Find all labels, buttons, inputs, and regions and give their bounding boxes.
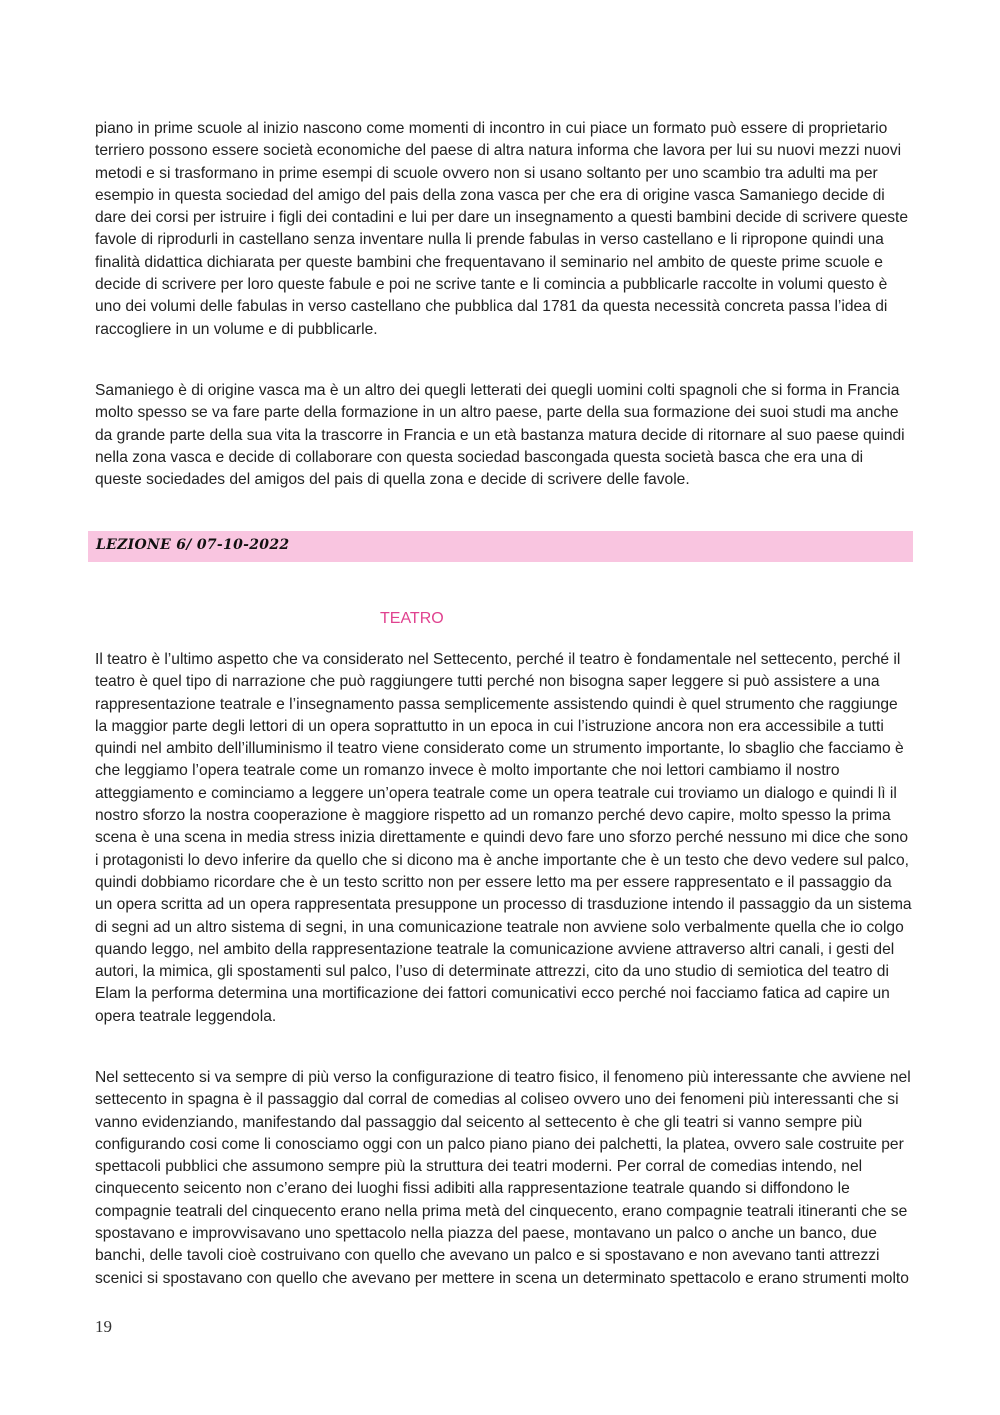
page-number: 19 — [95, 1317, 112, 1336]
paragraph-teatro-evolution: Nel settecento si va sempre di più verso la configurazione di teatro fisico, il fenomeno più interessante che avviene nel settecento in spagna è il passaggio dal corral de comedias al coliseo ovvero uno dei fenomeni più interessanti che si vanno evidenziando, manifestando dal passaggio dal seicento al settecento è che gli teatri si vanno sempre più configurando cosi come li conosciamo oggi con un palco piano piano dei palchetti, la platea, ovvero sale costruite per spettacoli pubblici che assumono sempre più la struttura dei teatri moderni. Per corral de comedias intendo, nel cinquecento seicento non c’erano dei luoghi fissi adibiti alla rappresentazione teatrale quando si diffondono le compagnie teatrali del cinquecento erano nella prima metà del cinquecento, erano compagnie teatrali itineranti che se spostavano e improvvisavano uno spettacolo nella piazza del paese, montavano un palco o anche un banco, due banchi, delle tavoli cioè costruivano con quello che avevano un palco e si spostavano e non avevano tanti attrezzi scenici si spostavano con quello che avevano per mettere in scena un determinato spettacolo e erano strumenti molto — [95, 1069, 911, 1287]
paragraph-samaniego-origin: Samaniego è di origine vasca ma è un altro dei quegli letterati dei quegli uomini colti spagnoli che si forma in Francia molto spesso se va fare parte della formazione in un altro paese, parte della sua formazione dei suoi studi ma anche da grande parte della sua vita la trascorre in Francia e un età bastanza matura decide di ritornare al suo paese quindi nella zona vasca e decide di collaborare con questa sociedad bascongada questa società basca che era una di queste sociedades del amigos del pais di quella zona e decide di scrivere delle favole. — [95, 382, 905, 489]
paragraph-samaniego-schools: piano in prime scuole al inizio nascono come momenti di incontro in cui piace un formato può essere di proprietario terriero possono essere società economiche del paese di altra natura informa che lavora per lui su nuovi mezzi nuovi metodi e si trasformano in prime esempi di scuole ovvero non si usano soltanto per uno scambio tra adulti ma per esempio in questa sociedad del amigo del pais della zona vasca per che era di origine vasca Samaniego decide di dare dei corsi per istruire i figli dei contadini e lui per dare un insegnamento a questi bambini decide di scrivere queste favole di riprodurli in castellano senza inventare nulla li prende fabulas in verso castellano e li ripropone quindi una finalità didattica dichiarata per queste bambini che frequentavano il seminario nel ambito de queste prime scuole e decide di scrivere per loro queste fabule e poi ne scrive tante e li comincia a pubblicarle raccolte in volumi questo è uno dei volumi delle fabulas in verso castellano che pubblica dal 1781 da questa necessità concreta passa l’idea di raccogliere in un volume e di pubblicarle. — [95, 120, 909, 338]
lesson-header-label: LEZIONE 6/ 07-10-2022 — [96, 537, 290, 553]
lesson-header-bar — [88, 531, 913, 562]
section-title: TEATRO — [380, 610, 444, 627]
paragraph-teatro-intro: Il teatro è l’ultimo aspetto che va considerato nel Settecento, perché il teatro è fondamentale nel settecento, perché il teatro è quel tipo di narrazione che può raggiungere tutti perché non bisogna saper leggere si può assistere a una rappresentazione teatrale e l’insegnamento passa semplicemente assistendo quindi è quel strumento che raggiunge la maggior parte degli lettori di un opera soprattutto in un epoca in cui l’istruzione ancora non era accessibile a tutti quindi nel ambito dell’illuminismo il teatro viene considerato come un strumento importante, lo sbaglio che facciamo è che leggiamo l’opera teatrale come un romanzo invece è molto importante che noi lettori cambiamo il nostro atteggiamento e cominciamo a leggere un’opera teatrale come un opera teatrale cui troviamo un dialogo e quindi lì il nostro sforzo la nostra cooperazione è maggiore rispetto ad un romanzo perché devo capire, molto spesso la prima scena è una scena in media stress inizia direttamente e quindi devo fare uno sforzo perché nessuno mi dice che sono i protagonisti lo devo inferire da quello che si dicono ma è anche importante che è un testo che devo vedere sul palco, quindi dobbiamo ricordare che è un testo scritto non per essere letto ma per essere rappresentato e il passaggio da un opera scritta ad un opera rappresentata presuppone un processo di trasduzione intendo il passaggio da un sistema di segni ad un altro sistema di segni, in una comunicazione teatrale non avviene solo verbalmente quella che io colgo quando leggo, nel ambito della rappresentazione teatrale la comunicazione avviene attraverso altri canali, i gesti del autori, la mimica, gli spostamenti sul palco, l’uso di determinate attrezzi, cito da uno studio di semiotica del teatro di Elam la performa determina una mortificazione dei fattori comunicativi ecco perché noi facciamo fatica ad capire un opera teatrale leggendola. — [95, 651, 912, 1025]
